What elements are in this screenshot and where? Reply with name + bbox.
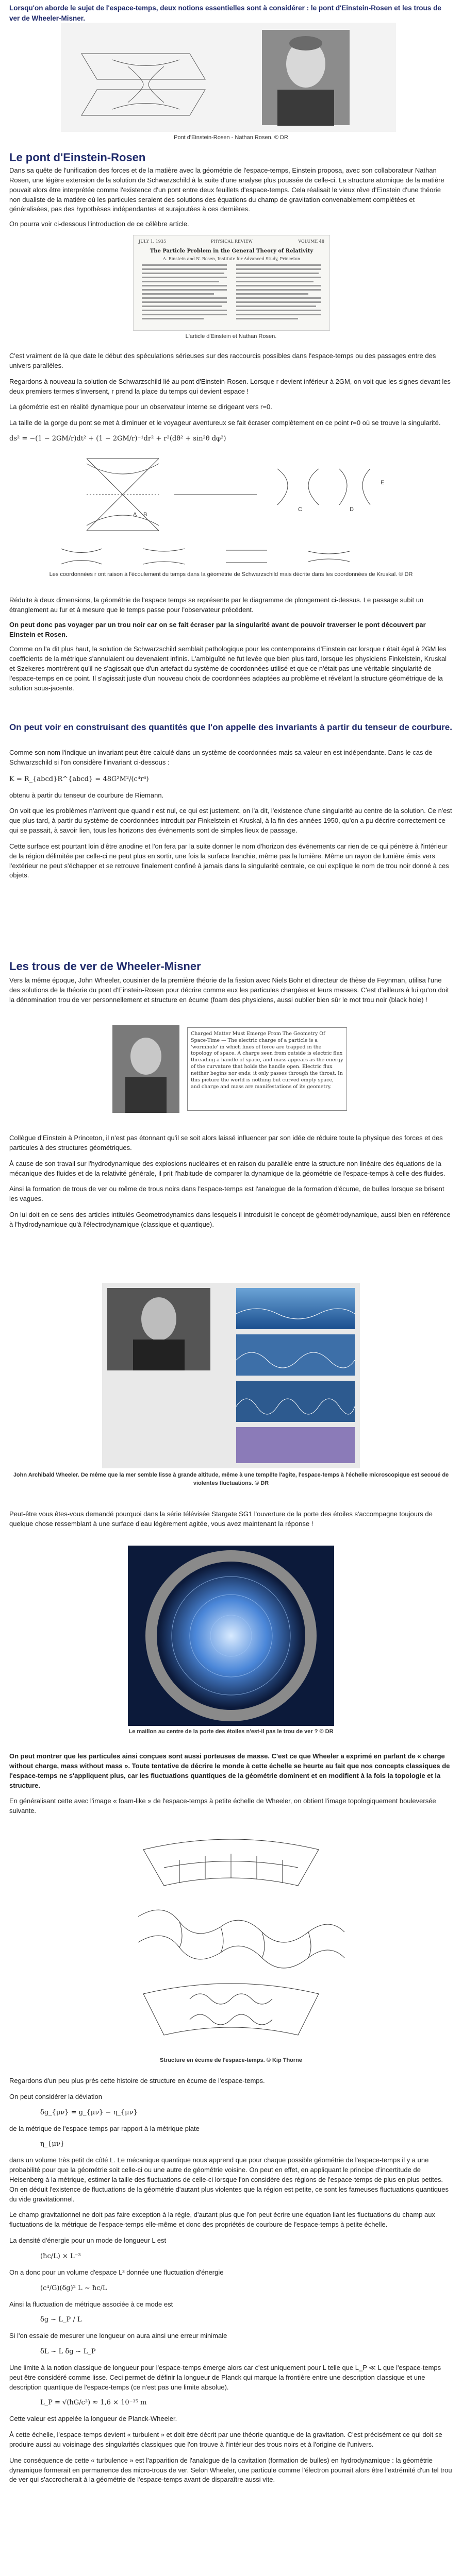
figure-6-caption: Le maillon au centre de la porte des étoiles n'est-il pas le trou de ver ? © DR — [128, 1728, 334, 1735]
figure-1-caption: Pont d'Einstein-Rosen - Nathan Rosen. © DR — [174, 134, 288, 141]
paragraph: Une conséquence de cette « turbulence » est l'apparition de l'analogue de la cavitation (formation de bulles) en hydrodynamique : la géométrie dynamique formerait en permanence des micro-trous de ver. Selon Wheeler, une particule comme l'électron pourrait alors être l'extrémité d'un tel trou de ver qui s'accrocherait à la géométrie de l'espace-temps avant de disparaître aussi vite. — [9, 2456, 452, 2484]
paragraph: En généralisant cette avec l'image « foam-like » de l'espace-temps à petite échelle de Wheeler, on obtient l'image topologiquement bouleversée suivante. — [9, 1797, 436, 1815]
figure-2-caption: L'article d'Einstein et Nathan Rosen. — [185, 333, 277, 340]
paragraph: On pourra voir ci-dessous l'introduction de ce célèbre article. — [9, 220, 189, 228]
wheeler-portrait — [112, 1025, 179, 1113]
figure-einstein-rosen — [9, 23, 453, 142]
section-foam — [9, 1752, 453, 1816]
figure-5-image — [102, 1283, 360, 1468]
paragraph: Ainsi la formation de trous de ver ou même de trous noirs dans l'espace-temps est l'analogue de la formation d'écume, de bulles lorsque se brisent les vagues. — [9, 1185, 444, 1203]
wheeler-sea-illustration — [102, 1283, 360, 1468]
kruskal-diagram — [9, 453, 453, 569]
paragraph: Comme son nom l'indique un invariant peut être calculé dans un système de coordonnées mais sa valeur en est indépendante. Dans le cas de Schwarzschild si l'on considère l'invariant ci-dessous : — [9, 749, 433, 766]
paragraph: Regardons à nouveau la solution de Schwarzschild lié au pont d'Einstein-Rosen. Lorsque r devient inférieur à 2GM, on voit que les signes devant les deux premiers termes s'inversent, r prend la place du temps qui devient espace ! — [9, 377, 451, 395]
paragraph: Cette valeur est appelée la longueur de Planck-Wheeler. — [9, 2415, 177, 2423]
schwarzschild-equation: ds² = −(1 − 2GM/r)dt² + (1 − 2GM/r)⁻¹dr² + r²(dθ² + sin²θ dφ²) — [9, 435, 226, 443]
figure-5-caption: John Archibald Wheeler. De même que la mer semble lisse à grande altitude, même à une tempête l'agite, l'espace-temps à l'échelle microscopique est secoué de violentes fluctuations. © DR — [13, 1472, 449, 1486]
paragraph: On lui doit en ce sens des articles intitulés Geometrodynamics dans lesquels il introduisit le concept de géométrodynamique, aussi bien en référence à l'hydrodynamique qu'à l'électrodynamique (classique et quantique). — [9, 1211, 451, 1228]
length-error-equation: δL ~ L δg ~ L_P — [40, 2348, 96, 2356]
paper-text-lines — [142, 264, 321, 326]
paragraph: Peut-être vous êtes-vous demandé pourquoi dans la série télévisée Stargate SG1 l'ouverture de la porte des étoiles s'accompagne toujours de quelque chose ressemblant à une surface d'eau légèrement agitée, vous avez maintenant la réponse ! — [9, 1510, 433, 1528]
paragraph: On a donc pour un volume d'espace L³ donnée une fluctuation d'énergie — [9, 2268, 224, 2276]
paragraph: C'est vraiment de là que date le début des spéculations sérieuses sur des raccourcis possibles dans l'espace-temps ou des passages entre des univers parallèles. — [9, 352, 436, 369]
figure-3-caption: Les coordonnées r ont raison à l'écoulement du temps dans la géométrie de Schwarzschild mais décrite dans les coordonnées de Kruskal. © DR — [49, 571, 413, 578]
figure-paper — [9, 235, 453, 343]
kruskal-label-c: C — [298, 506, 302, 513]
energy-fluctuation-equation: (c⁴/G)(δg)² L ~ ħc/L — [40, 2284, 107, 2292]
section-title-einstein-rosen: Le pont d'Einstein-Rosen — [9, 151, 146, 164]
section-wheeler-intro — [9, 976, 453, 1005]
metric-fluctuation-equation: δg ~ L_P / L — [40, 2316, 82, 2324]
section-invariants-body — [9, 748, 453, 880]
section-er-body — [9, 166, 453, 229]
paragraph: Comme on l'a dit plus haut, la solution de Schwarzschild semblait pathologique pour les contemporains d'Einstein car lorsque r était égal à 2GM les coefficients de la métrique s'annulaient ou devenaient infinis. L'ambiguïté ne fut levée que bien plus tard, lorsque les physiciens Finkelstein, Kruskal et Szekeres montrèrent qu'il ne s'agissait que d'un artefact du système de coordonnées utilisé et que ce n'était pas une véritable singularité de l'espace-temps en ce point. Il s'agissait juste d'un nouveau choix de coordonnées adaptées au problème et révélant la structure géométrique de la solution sous-jacente. — [9, 645, 447, 692]
paragraph: On peut considérer la déviation — [9, 2092, 102, 2100]
paragraph: dans un volume très petit de côté L. Le mécanique quantique nous apprend que pour chaque possible géométrie de l'espace-temps il y a une probabilité pour que la géométrie soit celle-ci ou une autre de géométrie voisine. On peut en effet, en appliquant le principe d'incertitude de Heisenberg à la métrique, estimer la taille des fluctuations de celle-ci lorsque l'on considère des régions de l'espace-temps de plus en plus petites. On en déduit l'existence de fluctuations de la géométrie d'autant plus violentes que la région est petite, ce sont les fameuses fluctuations quantiques du vide gravitationnel. — [9, 2156, 449, 2203]
kruskal-label-e: E — [381, 480, 385, 486]
energy-density-equation: (ħc/L) × L⁻³ — [40, 2252, 81, 2260]
paragraph: À cette échelle, l'espace-temps devient « turbulent » et doit être décrit par une théorie quantique de la gravitation. C'est précisément ce qui doit se produire aussi au voisinage des singularités classiques que l'on trouve à l'intérieur des trous noirs et à l'origine de l'univers. — [9, 2431, 442, 2448]
paper-title: The Particle Problem in the General Theory of Relativity — [150, 248, 314, 254]
paragraph: Le champ gravitationnel ne doit pas faire exception à la règle, d'autant plus que l'on peut écrire une équation liant les fluctuations du champ aux fluctuations de la métrique de l'espace-temps elle-même et donc des propriétés de courbure de l'espace-temps à petite échelle. — [9, 2211, 435, 2229]
figure-1-image — [61, 23, 396, 132]
flat-metric-symbol: η_{μν} — [40, 2140, 65, 2148]
intro-text: Lorsqu'on aborde le sujet de l'espace-temps, deux notions essentielles sont à considérer : le pont d'Einstein-Rosen et les trous de ver de Wheeler-Misner. — [9, 4, 441, 22]
paragraph: La densité d'énergie pour un mode de longueur L est — [9, 2236, 167, 2245]
section-er2-body — [9, 351, 453, 444]
figure-6-image — [128, 1546, 334, 1726]
stargate-illustration — [128, 1546, 334, 1726]
paragraph: On voit que les problèmes n'arrivent que quand r est nul, ce qui est justement, on l'a dit, l'existence d'une singularité au centre de la solution. Ce n'est que plus tard, à partir du système de coordonnées introduit par Finkelstein et Kruskal, à la fin des années 1950, qu'on a pu décrire correctement ce qui se passait, à savoir lien, tous les horizons des événements sont de simples lieux de passage. — [9, 807, 452, 835]
paper-header — [139, 239, 324, 245]
paragraph: Collègue d'Einstein à Princeton, il n'est pas étonnant qu'il se soit alors laissé influencer par son idée de réduire toute la physique des forces et des particules à des structures géométriques. — [9, 1134, 443, 1151]
einstein-rosen-bridge-diagram — [61, 23, 396, 132]
paragraph: La géométrie est en réalité dynamique pour un observateur interne se dirigeant vers r=0. — [9, 403, 272, 411]
paper-volume: VOLUME 48 — [298, 239, 324, 244]
figure-stargate — [9, 1546, 453, 1741]
figure-7-caption: Structure en écume de l'espace-temps. © Kip Thorne — [159, 2057, 302, 2063]
planck-length-equation: L_P = √(ħG/c³) ≈ 1,6 × 10⁻³⁵ m — [40, 2399, 147, 2407]
figure-wheeler-quote — [9, 1025, 453, 1123]
section-title-wormholes: Les trous de ver de Wheeler-Misner — [9, 960, 201, 973]
paragraph: Réduite à deux dimensions, la géométrie de l'espace temps se représente par le diagramme de plongement ci-dessus. Le passage subit un étranglement au fur et à mesure que le temps passe pour l'observateur précédent. — [9, 596, 424, 614]
intro-block — [9, 3, 453, 23]
figure-foam — [9, 1819, 453, 2066]
paragraph: Une limite à la notion classique de longueur pour l'espace-temps émerge alors car c'est uniquement pour L telle que L_P ≪ L que l'espace-temps peut être considéré comme lisse. Ceci permet de définir la longueur de Planck qui marque la frontière entre une description classique et une description quantique de l'espace-temps (ce n'est pas une limite absolue). — [9, 2363, 441, 2391]
wheeler-quote: Charged Matter Must Emerge From The Geometry Of Space-Time — The electric charge of a particle is a 'wormhole' in which lines of force are trapped in the topology of space. A charge seen from outside is electric flux threading a handle of space, and mass appears as the energy of the curvature that holds the handle open. Electric flux neither begins nor ends; it only passes through the throat. In this picture the world is nothing but curved empty space, and charge and mass are manifestations of its geometry. — [187, 1027, 347, 1111]
kretschmann-equation: K = R_{abcd}R^{abcd} = 48G²M²/(c⁴r⁶) — [9, 775, 149, 783]
section-planck — [9, 2076, 453, 2485]
paragraph: À cause de son travail sur l'hydrodynamique des explosions nucléaires et en raison du parallèle entre la structure non linéaire des équations de la mécanique des fluides et de la relativité générale, il prit l'habitude de comparer la dynamique de la géométrie de l'espace-temps à celle des fluides. — [9, 1159, 446, 1177]
paragraph: de la métrique de l'espace-temps par rapport à la métrique plate — [9, 2124, 200, 2132]
section-einstein-rosen — [9, 149, 453, 166]
paragraph: La taille de la gorge du pont se met à diminuer et le voyageur aventureux se fait écraser complètement en ce point r=0 où se trouve la singularité. — [9, 419, 441, 427]
section-stargate — [9, 1510, 453, 1529]
metric-deviation-equation: δg_{μν} = g_{μν} − η_{μν} — [40, 2108, 138, 2116]
kruskal-label-b: B — [143, 512, 147, 518]
section-wheeler-misner — [9, 958, 453, 975]
paragraph: Regardons d'un peu plus près cette histoire de structure en écume de l'espace-temps. — [9, 2077, 265, 2084]
paragraph-emphasis: On peut donc pas voyager par un trou noir car on se fait écraser par la singularité avant de pouvoir traverser le pont découvert par Einstein et Rosen. — [9, 620, 426, 638]
section-title-invariants: On peut voir en construisant des quantités que l'on appelle des invariants à partir du tenseur de courbure. — [9, 722, 452, 732]
paragraph: Si l'on essaie de mesurer une longueur on aura ainsi une erreur minimale — [9, 2332, 227, 2340]
kruskal-label-d: D — [350, 506, 354, 513]
paragraph: obtenu à partir du tenseur de courbure de Riemann. — [9, 791, 164, 799]
paragraph-emphasis: On peut montrer que les particules ainsi conçues sont aussi porteuses de masse. C'est ce que Wheeler a exprimé en parlant de « charge without charge, mass without mass ». Toute tentative de décrire le monde à cette échelle se heurte au fait que nos concepts classiques de l'espace-temps ne s'appliquent plus, car les fluctuations quantiques de la géométrie dominent et en modifient à la fois la topologie et la structure. — [9, 1752, 450, 1789]
kruskal-label-a: A — [133, 512, 137, 518]
spacetime-foam-diagram — [9, 1819, 453, 2056]
paragraph: Cette surface est pourtant loin d'être anodine et l'on fera par la suite donner le nom d'horizon des événements car rien de ce qui pénètre à l'intérieur de la région délimitée par celle-ci ne peut plus en sortir, une fois la surface franchie, même pas la lumière. Même un rayon de lumière émis vers l'extérieur ne peut s'échapper et se retrouve finalement confiné à jamais dans la singularité centrale, ce qui explique le nom de trou noir donné à ces objets. — [9, 842, 449, 879]
paper-image — [133, 235, 330, 331]
paragraph: Ainsi la fluctuation de métrique associée à ce mode est — [9, 2300, 173, 2308]
wheeler-photo — [112, 1025, 179, 1113]
section-er3-body — [9, 596, 453, 693]
paragraph: Vers la même époque, John Wheeler, cousinier de la première théorie de la fission avec Niels Bohr et directeur de thèse de Feynman, utilisa l'une des solutions de la théorie du pont d'Einstein-Rosen pour décrire comme eux les particules chargées et leurs masses. C'est d'ailleurs à lui qu'on doit la dénomination trou de ver personnellement et structure en écume (foam des physiciens, aussi oublier bien sûr le mot trou noir (black hole) ! — [9, 976, 449, 1004]
paper-authors: A. Einstein and N. Rosen, Institute for Advanced Study, Princeton — [162, 257, 301, 261]
paragraph: Dans sa quête de l'unification des forces et de la matière avec la géométrie de l'espace-temps, Einstein proposa, avec son collaborateur Nathan Rosen, une légère extension de la solution de Schwarzschild à la suite d'une analyse plus poussée de celle-ci. La structure atomique de la matière pouvait alors être interprétée comme l'existence d'un pont entre deux feuillets d'espace-temps. Cela réalisait le vieux rêve d'Einstein d'une théorie non dualiste de la matière où les particules seraient des solutions des équations du champ de gravitation convenablement complétées et généralisées, pas des hypothèses indépendantes et surajoutées à ces dernières. — [9, 166, 444, 213]
section-invariants — [9, 721, 453, 734]
section-wheeler-body — [9, 1133, 453, 1230]
paper-date: JULY 1, 1935 — [139, 239, 167, 244]
paper-journal: PHYSICAL REVIEW — [211, 239, 253, 244]
figure-kruskal — [9, 453, 453, 587]
figure-wheeler-sea — [9, 1283, 453, 1499]
